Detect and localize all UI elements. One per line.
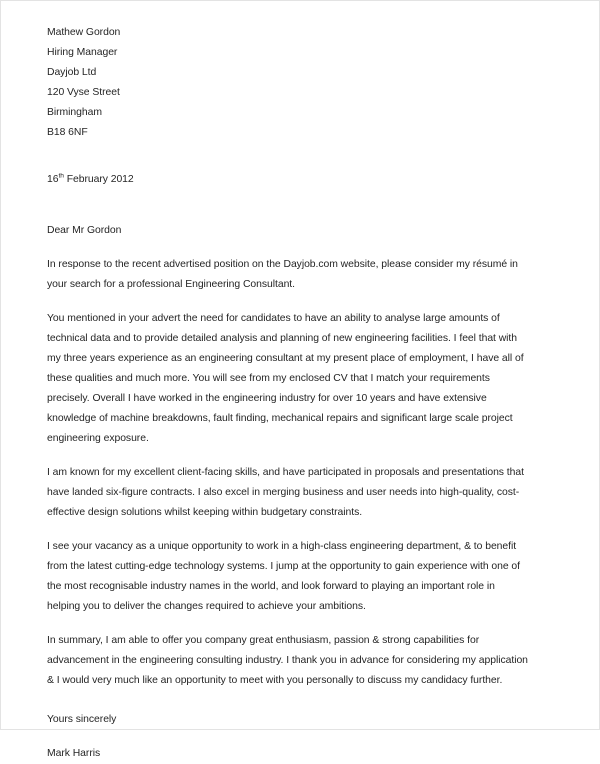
paragraph: I see your vacancy as a unique opportunity to work in a high-class engineering department, & to benefit from the latest cutting-edge technology systems. I jump at the opportunity to gain experience with one of the most recognisable industry names in the world, and look forward to playing an important role in helping you to deliver the changes required to achieve your ambitions. [47, 541, 520, 612]
spacer [47, 730, 553, 744]
spacer [47, 190, 553, 221]
date-day: 16 [47, 174, 59, 185]
paragraph: In summary, I am able to offer you company great enthusiasm, passion & strong capabilities for advancement in the engineering consulting industry. I thank you in advance for considering my application & I would very much like an opportunity to meet with you personally to discuss my candidacy further. [47, 635, 528, 686]
address-line: B18 6NF [47, 127, 88, 138]
date-ordinal-suffix: th [58, 172, 64, 180]
signature-name: Mark Harris [47, 748, 101, 759]
spacer [47, 617, 553, 631]
date-month-year: February 2012 [63, 174, 134, 185]
spacer [47, 241, 553, 255]
address-line: Hiring Manager [47, 47, 118, 58]
closing-salutation: Yours sincerely [47, 714, 117, 725]
spacer [47, 295, 553, 309]
paragraph: You mentioned in your advert the need for candidates to have an ability to analyse large amounts of technical data and to provide detailed analysis and planning of new engineering facilities. I feel that with my three years experience as an engineering consultant at my present place of employment, I have all of these qualities and much more. You will see from my enclosed CV that I match your requirements precisely. Overall I have worked in the engineering industry for over 10 years and have extensive knowledge of machine breakdowns, fault finding, mechanical repairs and significant large scale project engineering exposure. [47, 313, 524, 444]
paragraph: In response to the recent advertised position on the Dayjob.com website, please consider my résumé in your search for a professional Engineering Consultant. [47, 259, 518, 290]
recipient-address-block [47, 23, 553, 143]
letter-body [47, 23, 553, 764]
paragraph: I am known for my excellent client-facing skills, and have participated in proposals and presentations that have landed six-figure contracts. I also excel in merging business and user needs into high-quality, cost-effective design solutions whilst keeping within budgetary constraints. [47, 467, 524, 518]
spacer [47, 691, 553, 710]
spacer [47, 523, 553, 537]
salutation: Dear Mr Gordon [47, 225, 122, 236]
spacer [47, 449, 553, 463]
spacer [47, 143, 553, 170]
letter-date [47, 170, 553, 190]
address-line: Birmingham [47, 107, 102, 118]
address-line: Dayjob Ltd [47, 67, 97, 78]
address-line: Mathew Gordon [47, 27, 121, 38]
address-line: 120 Vyse Street [47, 87, 120, 98]
